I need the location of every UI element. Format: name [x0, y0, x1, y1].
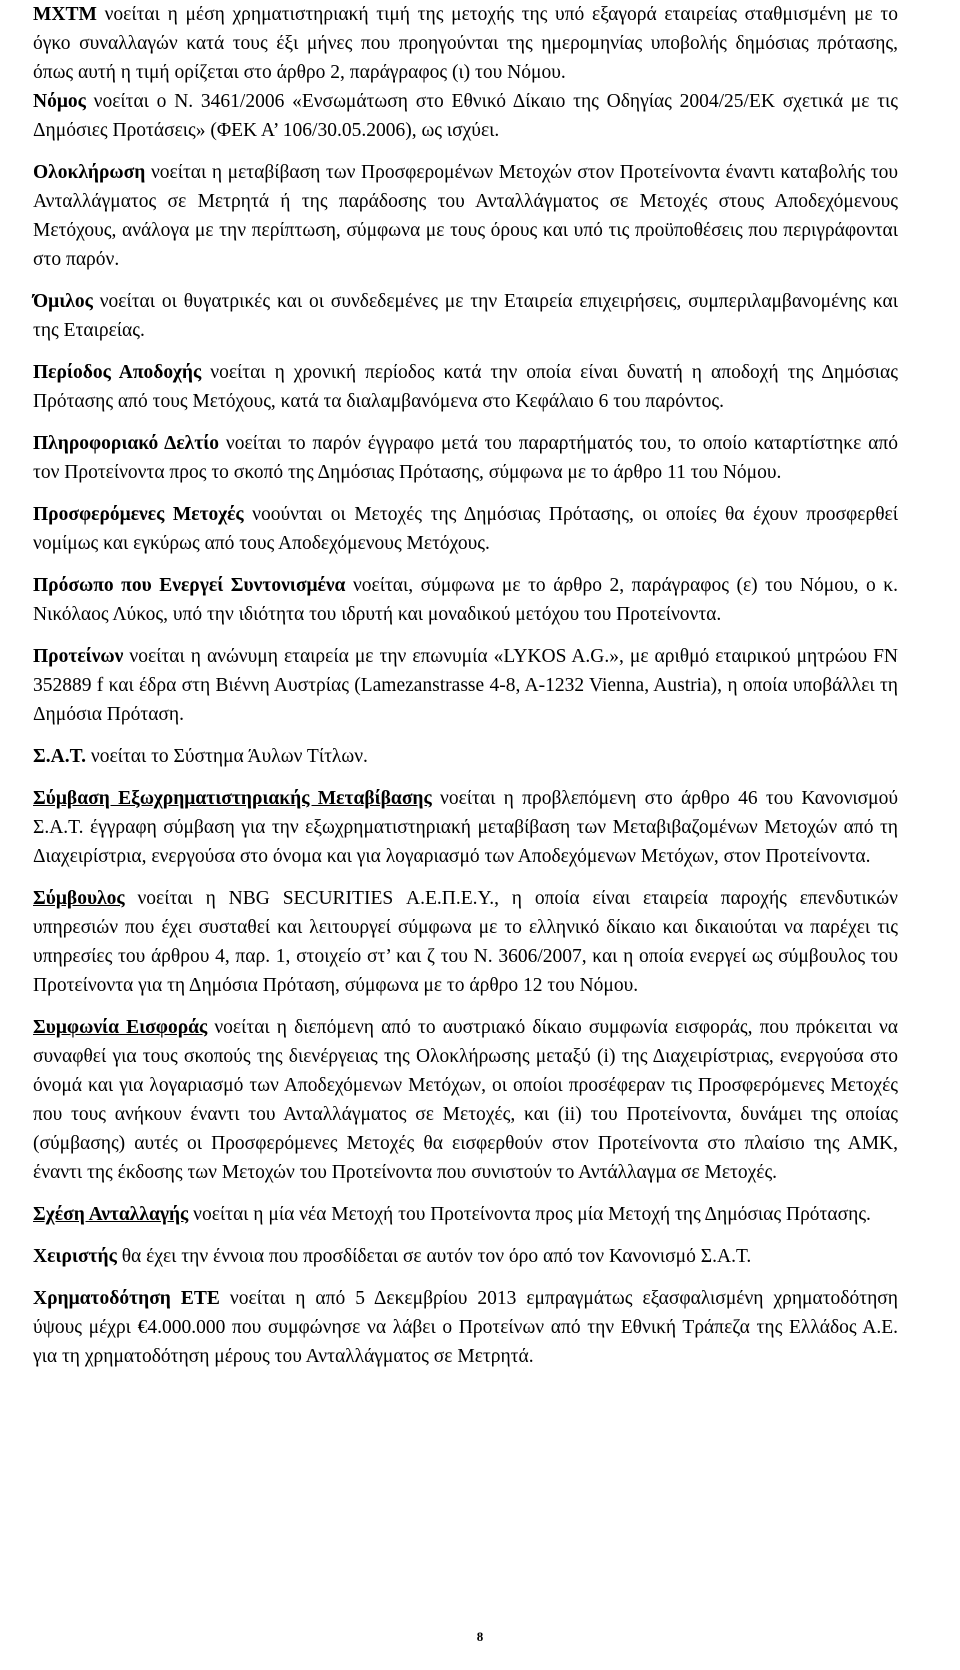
definition-sat: [33, 742, 898, 771]
definition-prosopo-syntonismena: [33, 571, 898, 629]
definition-term: Σύμβουλος: [33, 888, 125, 909]
definition-sxesi-antallagis: [33, 1200, 898, 1229]
definition-symvasi-metavivasis: [33, 784, 898, 871]
definition-term: Όμιλος: [33, 291, 93, 312]
definition-text: νοείται η από 5 Δεκεμβρίου 2013 εμπραγμάτως εξασφαλισμένη χρηματοδότηση ύψους μέχρι €4.000.000 που συμφώνησε να λάβει ο Προτείνων από την Εθνική Τράπεζα της Ελλάδος Α.Ε. για τη χρηματοδότηση μέρους του Ανταλλάγματος σε Μετρητά.: [33, 1288, 898, 1367]
definition-text: νοούνται οι Μετοχές της Δημόσιας Πρότασης, οι οποίες θα έχουν προσφερθεί νομίμως και εγκύρως από τους Αποδεχόμενους Μετόχους.: [33, 504, 898, 554]
definition-term: Προσφερόμενες Μετοχές: [33, 504, 244, 525]
page-number: 8: [476, 1629, 484, 1644]
definition-text: θα έχει την έννοια που προσδίδεται σε αυτόν τον όρο από τον Κανονισμό Σ.Α.Τ.: [116, 1246, 752, 1267]
definition-term: Σ.Α.Τ.: [33, 746, 87, 767]
definition-term: Σύμβαση Εξωχρηματιστηριακής Μεταβίβασης: [33, 788, 432, 809]
definition-term: Προτείνων: [33, 646, 124, 667]
definition-omilos: [33, 287, 898, 345]
definition-text: νοείται η προβλεπόμενη στο άρθρο 46 του Κανονισμού Σ.Α.Τ. έγγραφη σύμβαση για την εξωχρηματιστηριακή μεταβίβαση των Μεταβιβαζομένων Μετοχών από τη Διαχειρίστρια, ενεργούσα στο όνομα και για λογαριασμό των Αποδεχόμενων Μετόχων, στον Προτείνοντα.: [33, 788, 898, 867]
definition-pliroforiako-deltio: [33, 429, 898, 487]
definition-text: νοείται η μία νέα Μετοχή του Προτείνοντα προς μία Μετοχή της Δημόσιας Πρότασης.: [188, 1204, 871, 1225]
definition-term: Χειριστής: [33, 1246, 117, 1267]
definition-periodos-apodoxis: [33, 358, 898, 416]
definition-term: Νόμος: [33, 91, 86, 112]
definition-oloklirosi: [33, 158, 898, 274]
definition-text: νοείται ο Ν. 3461/2006 «Ενσωμάτωση στο Εθνικό Δίκαιο της Οδηγίας 2004/25/ΕΚ σχετικά με τις Δημόσιες Προτάσεις» (ΦΕΚ Α’ 106/30.05.2006), ως ισχύει.: [33, 91, 898, 141]
definition-text: νοείται η διεπόμενη από το αυστριακό δίκαιο συμφωνία εισφοράς, που πρόκειται να συναφθεί για τους σκοπούς της διενέργειας της Ολοκλήρωσης μεταξύ (i) της Διαχειρίστριας, ενεργούσα στο όνομά και για λογαριασμό των Αποδεχόμενων Μετόχων, οι οποίοι προσέφεραν τις Προσφερόμενες Μετοχές που τους ανήκουν έναντι του Ανταλλάγματος σε Μετοχές, και (ii) του Προτείνοντα, δυνάμει της οποίας (σύμβασης) αυτές οι Προσφερόμενες Μετοχές θα εισφερθούν στον Προτείνοντα στο πλαίσιο της ΑΜΚ, έναντι της έκδοσης των Μετοχών του Προτείνοντα που συνιστούν το Αντάλλαγμα σε Μετοχές.: [33, 1017, 898, 1183]
document-body: [33, 0, 898, 1384]
definition-text: νοείται η μεταβίβαση των Προσφερομένων Μετοχών στον Προτείνοντα έναντι καταβολής του Ανταλλάγματος σε Μετρητά ή της παράδοσης του Ανταλλάγματος σε Μετοχές στους Αποδεχόμενους Μετόχους, ανάλογα με την περίπτωση, σύμφωνα με τους όρους και υπό τις προϋποθέσεις που περιγράφονται στο παρόν.: [33, 162, 898, 270]
definition-term: ΜΧΤΜ: [33, 4, 97, 25]
definition-text: νοείται οι θυγατρικές και οι συνδεδεμένες με την Εταιρεία επιχειρήσεις, συμπεριλαμβανομένης και της Εταιρείας.: [33, 291, 898, 341]
definition-text: νοείται η χρονική περίοδος κατά την οποία είναι δυνατή η αποδοχή της Δημόσιας Πρότασης από τους Μετόχους, κατά τα διαλαμβανόμενα στο Κεφάλαιο 6 του παρόντος.: [33, 362, 898, 412]
definition-text: νοείται η μέση χρηματιστηριακή τιμή της μετοχής της υπό εξαγορά εταιρείας σταθμισμένη με το όγκο συναλλαγών κατά τους έξι μήνες που προηγούνται της ημερομηνίας υποβολής δημόσιας πρότασης, όπως αυτή η τιμή ορίζεται στο άρθρο 2, παράγραφος (ι) του Νόμου.: [33, 4, 898, 83]
definition-prosferomenes-metoxes: [33, 500, 898, 558]
definition-nomos: [33, 87, 898, 145]
definition-term: Συμφωνία Εισφοράς: [33, 1017, 208, 1038]
definition-xeiristis: [33, 1242, 898, 1271]
definition-term: Πρόσωπο που Ενεργεί Συντονισμένα: [33, 575, 346, 596]
definition-term: Ολοκλήρωση: [33, 162, 146, 183]
definition-mxtm: [33, 0, 898, 87]
definition-text: νοείται το Σύστημα Άυλων Τίτλων.: [86, 746, 368, 767]
definition-symfonia-eisforas: [33, 1013, 898, 1187]
definition-text: νοείται η NBG SECURITIES Α.Ε.Π.Ε.Υ., η οποία είναι εταιρεία παροχής επενδυτικών υπηρεσιών που έχει συσταθεί και λειτουργεί σύμφωνα με το ελληνικό δίκαιο και δικαιούται να παρέχει τις υπηρεσίες του άρθρου 4, παρ. 1, στοιχείο στ’ και ζ του Ν. 3606/2007, και η οποία ενεργεί ως σύμβουλος του Προτείνοντα για τη Δημόσια Πρόταση, σύμφωνα με το άρθρο 12 του Νόμου.: [33, 888, 898, 996]
definition-term: Πληροφοριακό Δελτίο: [33, 433, 220, 454]
definition-text: νοείται η ανώνυμη εταιρεία με την επωνυμία «LYKOS A.G.», με αριθμό εταιρικού μητρώου FN 352889 f και έδρα στη Βιέννη Αυστρίας (Lamezanstrasse 4-8, A-1232 Vienna, Austria), η οποία υποβάλλει τη Δημόσια Πρόταση.: [33, 646, 898, 725]
definition-term: Σχέση Ανταλλαγής: [33, 1204, 189, 1225]
definition-text: νοείται, σύμφωνα με το άρθρο 2, παράγραφος (ε) του Νόμου, ο κ. Νικόλαος Λύκος, υπό την ιδιότητα του ιδρυτή και μοναδικού μετόχου του Προτείνοντα.: [33, 575, 899, 625]
definition-symvoulos: [33, 884, 898, 1000]
definition-term: Χρηματοδότηση ΕΤΕ: [33, 1288, 220, 1309]
definition-proteinon: [33, 642, 898, 729]
definition-xrimatodotisi-ete: [33, 1284, 898, 1371]
definition-text: νοείται το παρόν έγγραφο μετά του παραρτήματός του, το οποίο καταρτίστηκε από τον Προτείνοντα προς το σκοπό της Δημόσιας Πρότασης, σύμφωνα με το άρθρο 11 του Νόμου.: [33, 433, 898, 483]
definition-term: Περίοδος Αποδοχής: [33, 362, 202, 383]
